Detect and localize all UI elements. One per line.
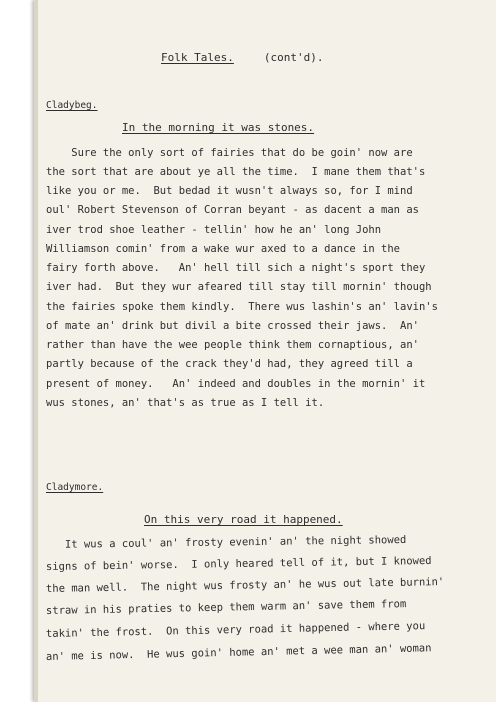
story2-line: takin' the frost. On this very road it happened - where you [45,620,426,640]
story1-line: fairy forth above. An' hell till sich a night's sport they [46,262,426,274]
story1-line: Williamson comin' from a wake wur axed to a dance in the [46,243,401,255]
story1-line: oul' Robert Stevenson of Corran beyant - as dacent a man as [46,204,419,216]
story1-heading: In the morning it was stones. [122,121,315,134]
story2-place: Cladymore. [46,482,104,493]
page-binding-edge [34,0,38,702]
story2-line: It wus a coul' an' frosty evenin' an' the night showed [45,533,407,551]
story1-line: wus stones, an' that's as true as I tell it. [46,397,325,409]
story2-line: an' me is now. He wus goin' home an' met a wee man an' woman [45,642,432,663]
story2-line: straw in his praties to keep them warm an' save them from [45,598,407,617]
story1-line: the sort that are about ye all the time. I mane them that's [46,166,426,178]
document-page [34,0,496,702]
story2-line: the man well. The night wus frosty an' he wus out late burnin' [45,576,445,595]
story1-line: like you or me. But bedad it wusn't always so, for I mind [46,185,413,197]
story1-line: rather than have the wee people think them cornaptious, an' [46,339,419,351]
story1-line: the fairies spoke them kindly. There wus lashin's an' lavin's [46,301,438,313]
page-title [161,52,323,63]
story1-line: iver trod shoe leather - tellin' how he an' long John [46,224,382,236]
story2-heading: On this very road it happened. [144,513,343,526]
story1-line: of mate an' drink but divil a bite crossed their jaws. An' [46,320,419,332]
story1-line: iver had. But they wur afeared till stay till mornin' though [46,281,432,293]
continued-note: (cont'd). [263,51,324,64]
story1-place: Cladybeg. [46,100,98,111]
story2-line: signs of bein' worse. I only heared tell of it, but I knowed [45,554,432,573]
story1-line: present of money. An' indeed and doubles in the mornin' it [46,378,426,390]
title-text: Folk Tales. [161,51,234,64]
story1-line: Sure the only sort of fairies that do be goin' now are [46,147,413,159]
story1-line: partly because of the crack they'd had, they agreed till a [46,358,413,370]
